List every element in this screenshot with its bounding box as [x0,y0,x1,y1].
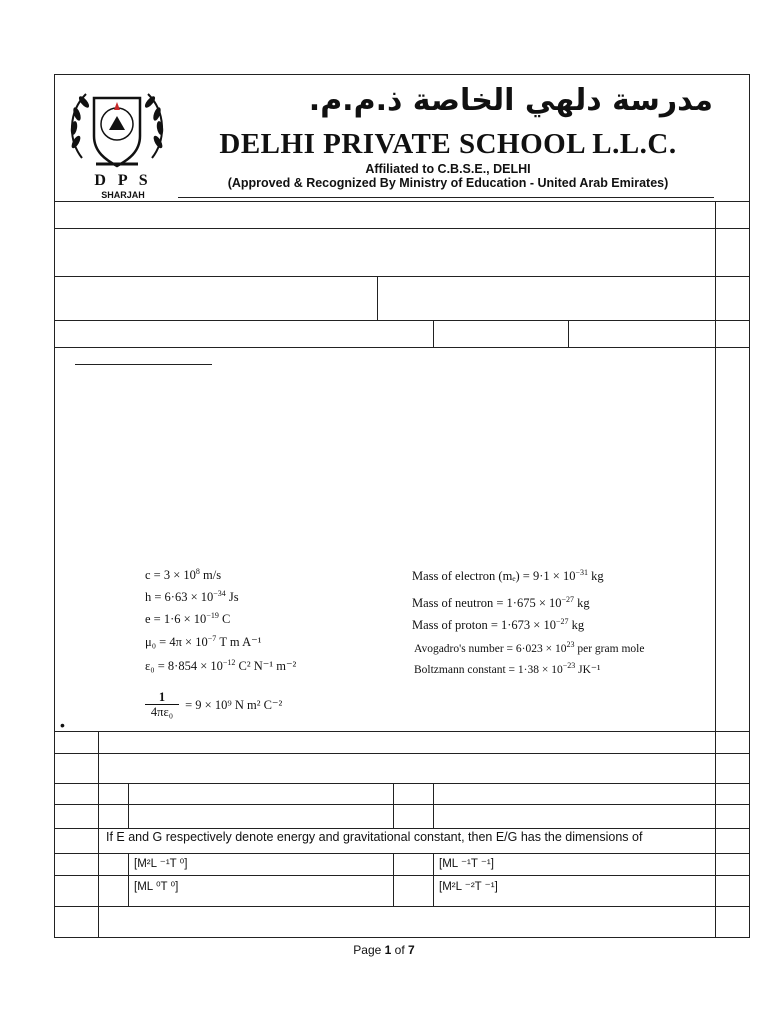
constant-neutron-mass: Mass of neutron = $1\cdot 675 \times 10^{-27}$ kg [412,595,590,610]
option-label-column-line [128,853,129,906]
constant-avogadro: Avogadro's number = $6\cdot 023 \times 10^{23}$ per gram mole [414,640,645,655]
approval-text: (Approved & Recognized By Ministry of Education - United Arab Emirates) [227,176,669,190]
logo-sharjah-text: SHARJAH [101,190,145,200]
constant-proton-mass: Mass of proton = $1\cdot 673 \times 10^{-27}$ kg [412,617,585,632]
coulomb-value: = 9 × 10⁹ N m² C⁻² [185,697,283,712]
affiliation-text: Affiliated to C.B.S.E., DELHI [365,162,531,176]
row-line [54,228,750,229]
option-column-line [393,783,394,828]
logo-dps-text: D P S [94,172,152,189]
border-right [749,74,750,938]
constant-boltzmann: Boltzmann constant = $1\cdot 38 \times 10^{-23}$ JK⁻¹ [414,661,601,676]
section-heading-underline [75,364,212,365]
row-line [54,276,750,277]
option-b: [ML ⁻¹T ⁻¹] [439,858,494,870]
option-c: [ML ⁰T ⁰] [134,881,179,893]
option-column-line [433,853,434,906]
page-number: Page 1 of 7 [353,943,415,957]
row-line [54,320,750,321]
fraction-denominator: 4πε₀ [150,705,174,719]
fraction-numerator: 1 [158,690,166,704]
row-line [54,347,750,348]
border-bottom [54,937,750,938]
constant-planck: $h = 6\cdot 63 \times 10^{-34}$ Js [145,589,239,604]
cell-divider [568,320,569,347]
option-column-line [433,783,434,828]
option-column-line [393,853,394,906]
row-line [54,875,750,876]
cell-divider [377,276,378,320]
constant-speed-of-light: $c = 3 \times 10^8$ m/s [145,567,222,582]
row-line [54,828,750,829]
row-line [54,804,750,805]
constant-coulomb-fraction [145,690,282,719]
row-line [54,853,750,854]
constant-permittivity: $\varepsilon_0 = 8\cdot 854 \times 10^{-12}$ C² N⁻¹ m⁻² [145,658,297,673]
question-text: If E and G respectively denote energy and gravitational constant, then E/G has the dimensions of [106,830,643,844]
row-line [54,783,750,784]
row-line [54,906,750,907]
option-label-column-line [128,783,129,828]
option-d: [M²L ⁻²T ⁻¹] [439,881,498,893]
constant-electron-mass: Mass of electron $(m_e) = 9\cdot 1 \times 10^{-31}$ kg [412,568,604,583]
row-line [54,731,750,732]
option-a: [M²L ⁻¹T ⁰] [134,858,188,870]
cell-divider [433,320,434,347]
bullet-point: • [60,717,65,733]
header-underline [178,197,714,198]
border-top [54,74,750,75]
row-line [54,753,750,754]
school-name: DELHI PRIVATE SCHOOL L.L.C. [219,128,677,160]
constant-electron-charge: $e = 1\cdot 6 \times 10^{-19}$ C [145,611,231,626]
border-left [54,74,55,938]
row-line [54,201,750,202]
school-name-arabic: مدرسة دلهي الخاصة ذ.م.م. [308,83,713,118]
constant-permeability: $\mu_0 = 4\pi \times 10^{-7}$ T m A⁻¹ [145,634,262,649]
